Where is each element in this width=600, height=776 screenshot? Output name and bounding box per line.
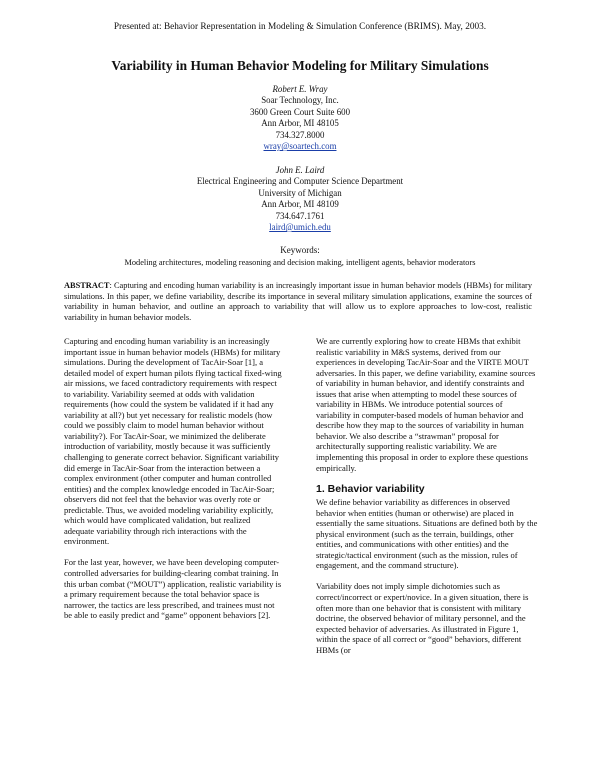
paper-title: Variability in Human Behavior Modeling for Military Simulations xyxy=(111,58,489,73)
author-email-link[interactable]: laird@umich.edu xyxy=(269,222,331,233)
body-paragraph: For the last year, however, we have been developing computer-controlled adversaries for building-clearing combat training. In this urban combat (“MOUT”) application, realistic variability is a primary requirement because the total behavior space is narrower, the tactics are less prescribed, and trainees must not be able to easily predict and “game” opponent behaviors [2]. xyxy=(64,557,282,621)
body-paragraph: We define behavior variability as differences in observed behavior when entities (human or otherwise) are placed in essentially the same situations. Situations are defined both by the physical environment (such as the terrain, buildings, other entities, and communications with other entities) and the strategic/tactical environment (such as the mission, rules of engagement, and the command structure). xyxy=(316,497,538,571)
keywords-text: Modeling architectures, modeling reasoning and decision making, intelligent agents, behavior moderators xyxy=(124,258,476,267)
author-name: Robert E. Wray xyxy=(272,84,328,94)
keywords-heading: Keywords: xyxy=(280,245,320,255)
body-paragraph: Variability does not imply simple dichotomies such as correct/incorrect or expert/novice. In a given situation, there is often more than one behavior that is consistent with military doctrine, the observed behavior of military personnel, and the expected behavior of adversaries. As illustrated in Figure 1, within the space of all correct or “good” behaviors, different HBMs (or xyxy=(316,581,529,655)
author-name: John E. Laird xyxy=(275,165,325,175)
abstract-label: ABSTRACT xyxy=(64,281,110,290)
abstract xyxy=(64,281,532,323)
body-paragraph: We are currently exploring how to create HBMs that exhibit realistic variability in M&S systems, derived from our experiences in developing TacAir-Soar and the VIRTE MOUT adversaries. In this paper, we define variability, examine sources of variability in human behavior, and identify constraints and issues that arise when attempting to model these sources of variability in HBMs. We introduce potential sources of variability in computer-based models of human behavior and describe how they map to the sources of variability in human behavior. We also describe a “strawman” proposal for architecturally supporting realistic variability. We are implementing this proposal in order to explore these questions empirically. xyxy=(316,336,536,473)
left-column xyxy=(64,336,282,631)
section-heading: 1. Behavior variability xyxy=(316,482,425,495)
author-address-line: Ann Arbor, MI 48105 xyxy=(261,118,339,129)
author-affiliation: Electrical Engineering and Computer Science Department xyxy=(196,176,404,187)
author-block-wray xyxy=(0,84,600,152)
abstract-text: : Capturing and encoding human variability is an increasingly important issue in human behavior models (HBMs) for military simulations. In this paper, we define variability, describe its importance in several military simulation applications, examine the sources of variability in human behavior, and outline an approach to variability that will allow us to explore approaches to low-cost, realistic variability in human behavior models. xyxy=(64,281,532,322)
author-email-link[interactable]: wray@soartech.com xyxy=(263,141,337,152)
author-phone: 734.327.8000 xyxy=(275,129,325,140)
author-block-laird xyxy=(0,165,600,233)
author-affiliation: Soar Technology, Inc. xyxy=(261,95,339,106)
author-address-line: University of Michigan xyxy=(258,187,342,198)
body-paragraph: Capturing and encoding human variability is an increasingly important issue in human behavior models (HBMs) for military simulations. During the development of TacAir-Soar [1], a detailed model of expert human pilots flying tactical fixed-wing air missions, we faced contradictory requirements with respect to variability. Variability seemed at odds with validation requirements (how could the system be validated if it had any variability at all?) but yet necessary for realistic models (how could we possibly claim to model human behavior without variability?). For TacAir-Soar, we minimized the deliberate introduction of variability, mostly because it was sufficiently challenging to generate correct behavior. Significant variability did emerge in TacAir-Soar from the interaction between a complex environment (other computer and human controlled entities) and the complex knowledge encoded in TacAir-Soar; observers did not feel that the behavior was overly rote or predictable. Thus, we avoided modeling variability explicitly, which would have complicated validation, but realized adequate variability through rich interactions with the environment. xyxy=(64,336,282,547)
author-phone: 734.647.1761 xyxy=(275,210,325,221)
presented-at-header: Presented at: Behavior Representation in Modeling & Simulation Conference (BRIMS). May, 2003. xyxy=(113,22,487,32)
right-column xyxy=(316,336,538,666)
author-address-line: 3600 Green Court Suite 600 xyxy=(249,106,351,117)
author-address-line: Ann Arbor, MI 48109 xyxy=(261,199,339,210)
